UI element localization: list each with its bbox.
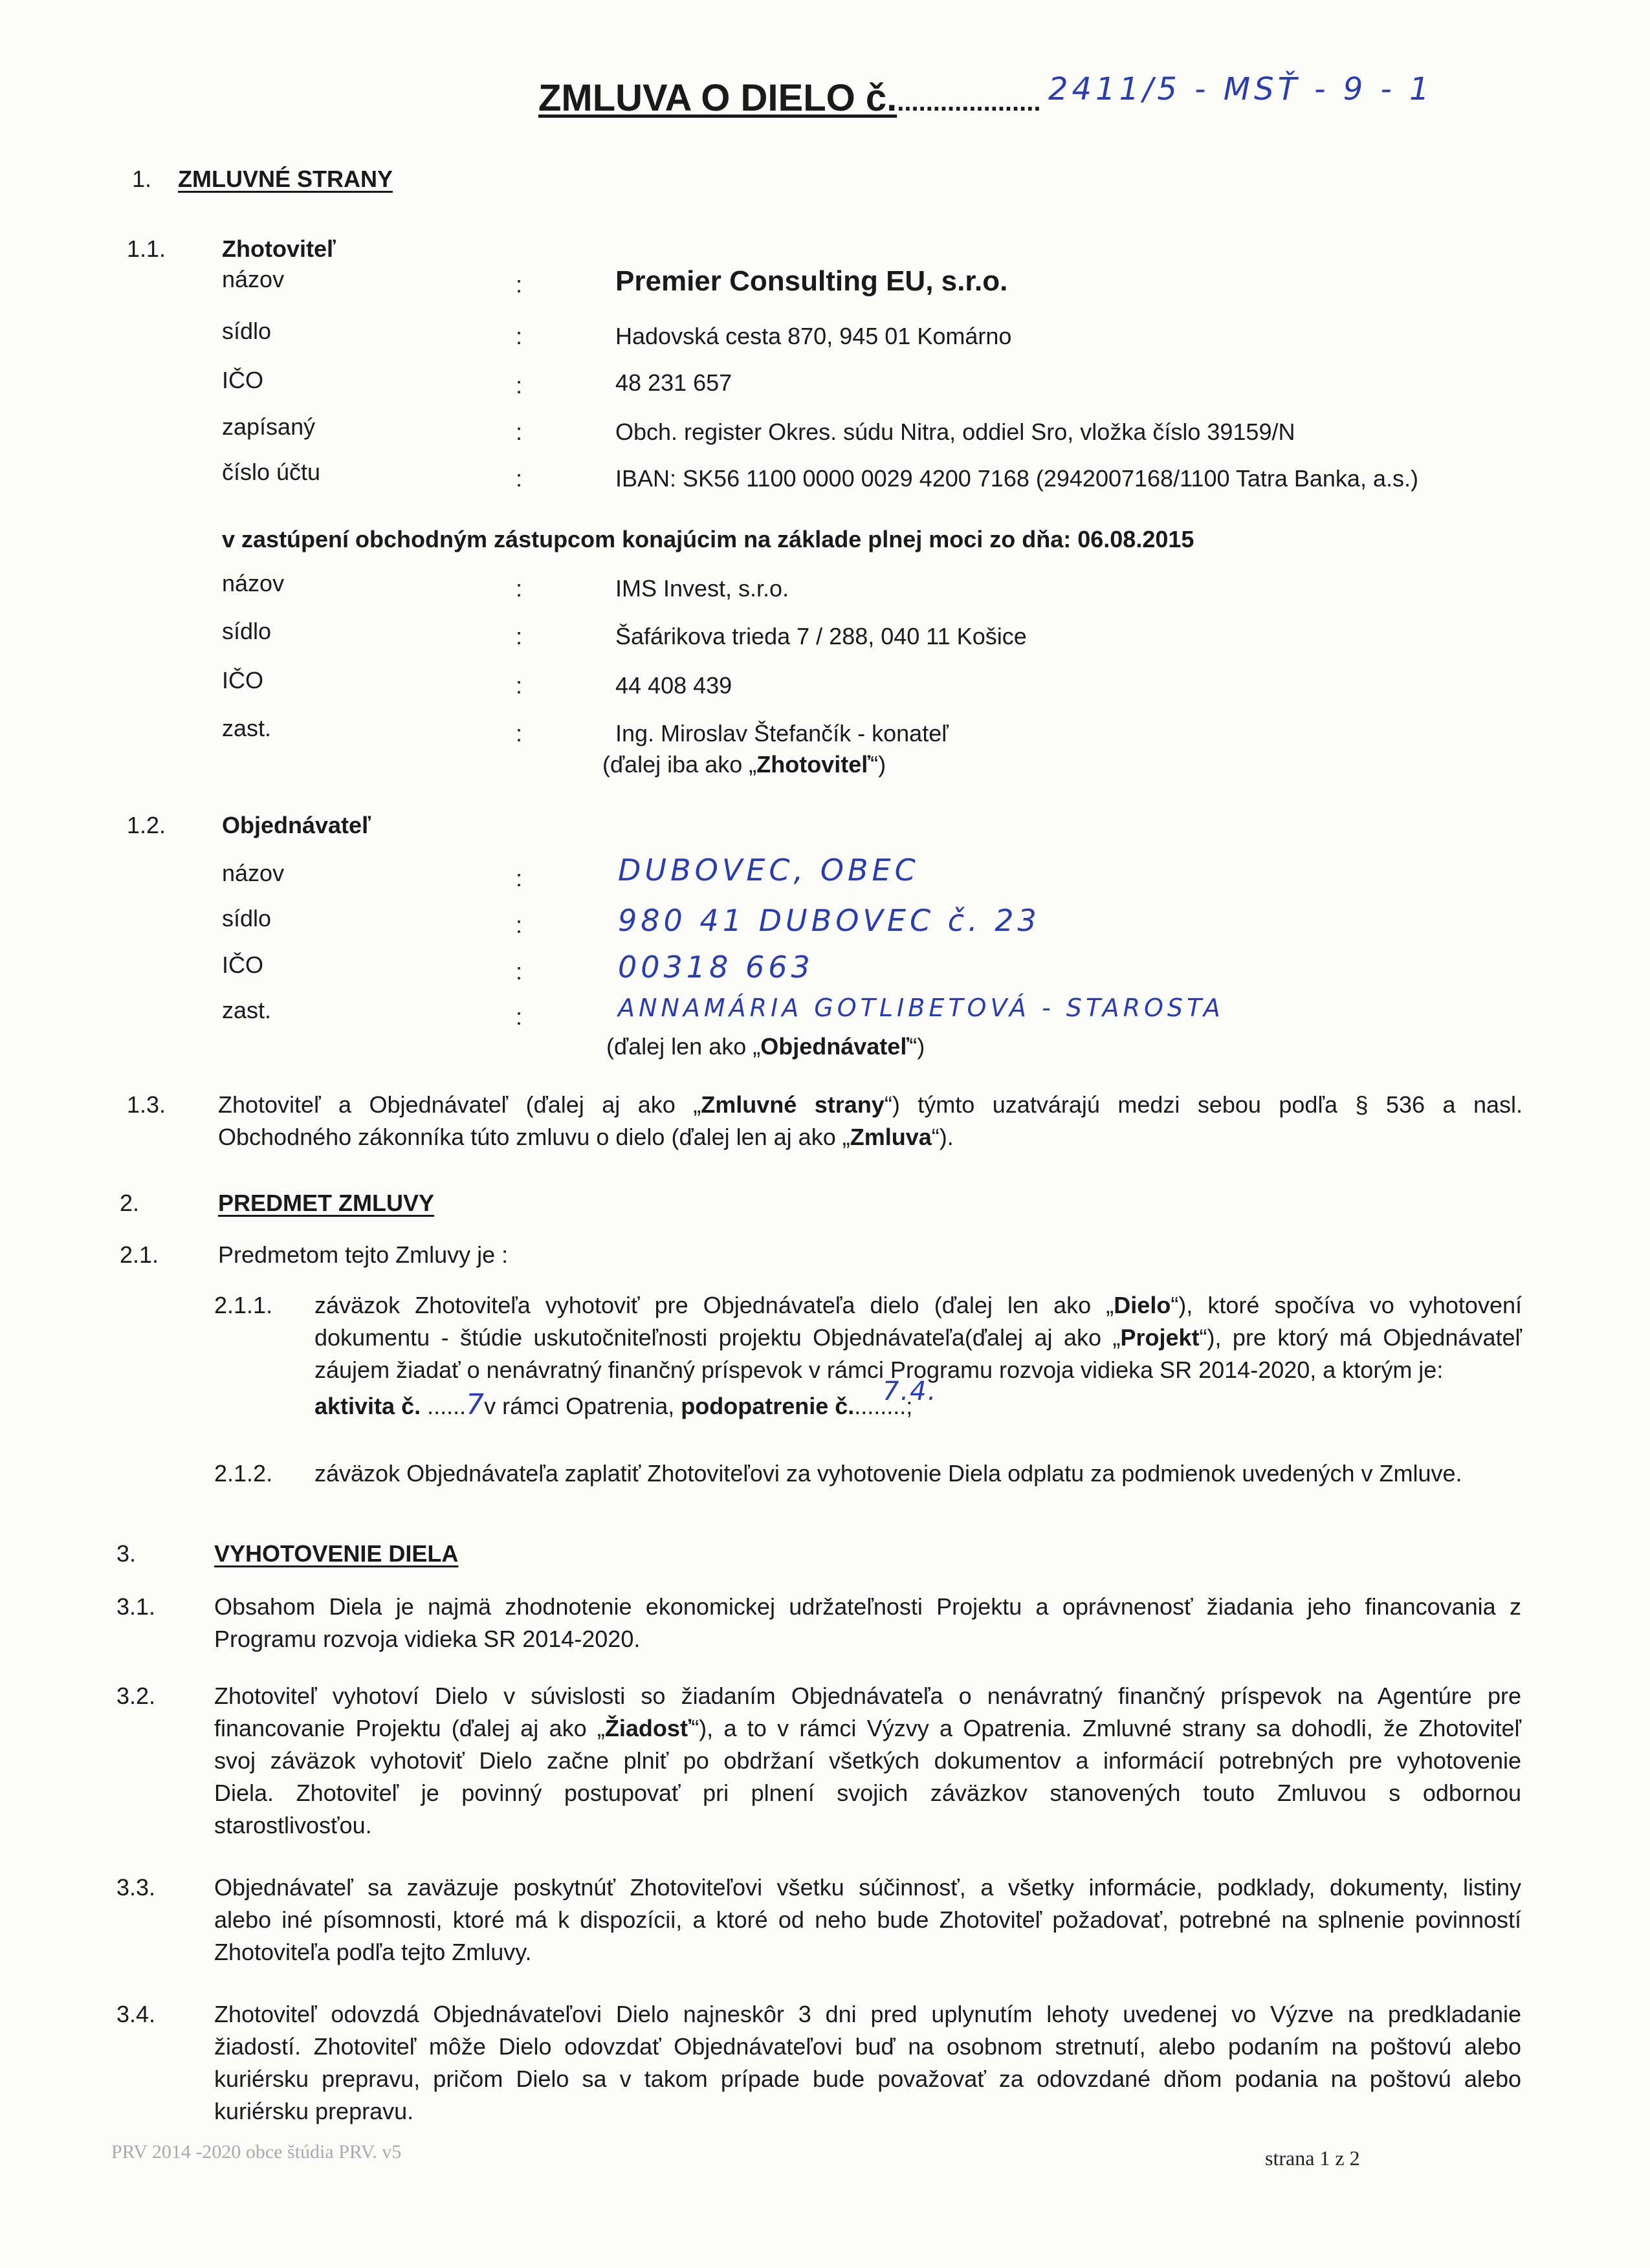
contractor-name-label: názov bbox=[222, 266, 285, 292]
representative-seat-value: Šafárikova trieda 7 / 288, 040 11 Košice bbox=[615, 623, 1027, 649]
colon: : bbox=[516, 372, 523, 398]
item-2-1-2-text: záväzok Objednávateľa zaplatiť Zhotoviteľovi za vyhotovenie Diela odplatu za podmienok uvedených v Zmluve. bbox=[314, 1460, 1462, 1487]
client-ico-handwritten: 00318 663 bbox=[618, 950, 814, 985]
subsection-1-1-number: 1.1. bbox=[127, 235, 166, 262]
item-2-1-1-line-4 bbox=[314, 1388, 913, 1421]
representative-ico-label: IČO bbox=[222, 667, 264, 693]
colon: : bbox=[516, 465, 523, 492]
subsection-3-4-line-2: žiadostí. Zhotoviteľ môže Dielo odovzdať Objednávateľovi buď na osobnom stretnutí, alebo podaním na poštovú alebo bbox=[214, 2033, 1521, 2060]
section-3-heading: VYHOTOVENIE DIELA bbox=[214, 1540, 459, 1567]
submeasure-label: podopatrenie č. bbox=[681, 1393, 855, 1419]
subsection-3-2-line-1: Zhotoviteľ vyhotoví Dielo v súvislosti so žiadaním Objednávateľa o nenávratný finančný príspevok na Agentúre pre bbox=[214, 1683, 1521, 1709]
subsection-1-2-number: 1.2. bbox=[127, 812, 166, 838]
title-dots: .................... bbox=[897, 88, 1041, 116]
representative-agent-label: zast. bbox=[222, 715, 272, 741]
colon: : bbox=[516, 575, 523, 602]
contractor-seat-value: Hadovská cesta 870, 945 01 Komárno bbox=[615, 323, 1012, 349]
item-2-1-1-number: 2.1.1. bbox=[214, 1292, 273, 1318]
representative-ico-value: 44 408 439 bbox=[615, 672, 732, 699]
contractor-seat-label: sídlo bbox=[222, 318, 272, 344]
client-name-handwritten: DUBOVEC, OBEC bbox=[618, 853, 919, 888]
contractor-register-label: zapísaný bbox=[222, 413, 316, 440]
contractor-account-value: IBAN: SK56 1100 0000 0029 4200 7168 (2942007168/1100 Tatra Banka, a.s.) bbox=[615, 465, 1418, 492]
subsection-3-3-line-1: Objednávateľ sa zaväzuje poskytnúť Zhotoviteľovi všetku súčinnosť, a všetky informácie, podklady, dokumenty, listiny bbox=[214, 1874, 1521, 1901]
contractor-register-value: Obch. register Okres. súdu Nitra, oddiel Sro, vložka číslo 39159/N bbox=[615, 419, 1295, 445]
section-1-number: 1. bbox=[132, 166, 152, 192]
item-2-1-1-line-3: záujem žiadať o nenávratný finančný príspevok v rámci Programu rozvoja vidieka SR 2014-2020, a ktorým je: bbox=[314, 1357, 1444, 1383]
activity-dots: ...... bbox=[427, 1393, 467, 1419]
item-2-1-1-line-1: záväzok Zhotoviteľa vyhotoviť pre Objednávateľa dielo (ďalej len ako „Dielo“), ktoré spočíva vo vyhotovení bbox=[314, 1292, 1523, 1318]
subsection-3-3-line-3: Zhotoviteľa podľa tejto Zmluvy. bbox=[214, 1939, 532, 1965]
contractor-ico-label: IČO bbox=[222, 367, 264, 393]
subsection-3-2-number: 3.2. bbox=[116, 1683, 156, 1709]
representative-agent-value: Ing. Miroslav Štefančík - konateľ bbox=[615, 720, 949, 747]
title-text: ZMLUVA O DIELO č. bbox=[538, 77, 897, 119]
client-heading: Objednávateľ bbox=[222, 812, 371, 838]
colon: : bbox=[516, 720, 523, 747]
subsection-3-4-number: 3.4. bbox=[116, 2001, 156, 2027]
contractor-ico-value: 48 231 657 bbox=[615, 369, 732, 396]
section-2-number: 2. bbox=[120, 1190, 140, 1216]
representation-statement: v zastúpení obchodným zástupcom konajúcim na základe plnej moci zo dňa: 06.08.2015 bbox=[222, 526, 1194, 552]
contractor-account-label: číslo účtu bbox=[222, 459, 321, 485]
subsection-3-1-line-1: Obsahom Diela je najmä zhodnotenie ekonomickej udržateľnosti Projektu a oprávnenosť žiadania jeho financovania z bbox=[214, 1593, 1521, 1620]
colon: : bbox=[516, 623, 523, 649]
parties-line-2: Obchodného zákonníka túto zmluvu o dielo (ďalej len aj ako „Zmluva“). bbox=[218, 1124, 954, 1150]
client-seat-handwritten: 980 41 DUBOVEC č. 23 bbox=[618, 903, 1040, 938]
colon: : bbox=[516, 419, 523, 445]
subsection-3-2-line-2: financovanie Projektu (ďalej aj ako „Žiadosť“), a to v rámci Výzvy a Opatrenia. Zmluvné strany sa dohodli, že Zhotoviteľ bbox=[214, 1715, 1521, 1741]
subsection-1-3-number: 1.3. bbox=[127, 1091, 166, 1118]
subsection-3-2-line-4: Diela. Zhotoviteľ je povinný postupovať pri plnení svojich záväzkov stanovených touto Zmluvou s odbornou bbox=[214, 1780, 1521, 1806]
subsection-3-4-line-3: kuriérsku prepravu, pričom Dielo sa v takom prípade bude považovať za odovzdané dňom podania na poštovú alebo bbox=[214, 2066, 1521, 2092]
client-ico-label: IČO bbox=[222, 952, 264, 978]
subsection-3-1-number: 3.1. bbox=[116, 1593, 156, 1620]
colon: : bbox=[516, 323, 523, 349]
subsection-3-2-line-3: svoj záväzok vyhotoviť Dielo začne plniť po obdržaní všetkých dokumentov a informácií potrebných pre vyhotovenie bbox=[214, 1747, 1521, 1774]
item-2-1-2-number: 2.1.2. bbox=[214, 1460, 273, 1487]
parties-line-1: Zhotoviteľ a Objednávateľ (ďalej aj ako „Zmluvné strany“) týmto uzatvárajú medzi sebou podľa § 536 a nasl. bbox=[218, 1091, 1523, 1118]
representative-seat-label: sídlo bbox=[222, 618, 272, 644]
subsection-3-4-line-1: Zhotoviteľ odovzdá Objednávateľovi Dielo najneskôr 3 dni pred uplynutím lehoty uvedenej vo Výzve na predkladanie bbox=[214, 2001, 1521, 2027]
subsection-3-4-line-4: kuriérsku prepravu. bbox=[214, 2098, 414, 2124]
colon: : bbox=[516, 958, 523, 985]
section-3-number: 3. bbox=[116, 1540, 137, 1567]
submeasure-number-handwritten: 7.4. bbox=[883, 1377, 938, 1406]
representative-name-value: IMS Invest, s.r.o. bbox=[615, 575, 789, 602]
representative-name-label: názov bbox=[222, 570, 285, 596]
subsection-2-1-number: 2.1. bbox=[120, 1241, 159, 1268]
client-alias: (ďalej len ako „Objednávateľ“) bbox=[606, 1033, 925, 1060]
subsection-3-2-line-5: starostlivosťou. bbox=[214, 1812, 372, 1838]
contractor-name-value: Premier Consulting EU, s.r.o. bbox=[615, 265, 1008, 297]
subsection-2-1-text: Predmetom tejto Zmluvy je : bbox=[218, 1241, 509, 1268]
submeasure-dots: ........; bbox=[854, 1393, 913, 1419]
contractor-heading: Zhotoviteľ bbox=[222, 235, 336, 262]
colon: : bbox=[516, 672, 523, 699]
client-seat-label: sídlo bbox=[222, 905, 272, 932]
footer-page-number: strana 1 z 2 bbox=[1265, 2146, 1360, 2170]
activity-label: aktivita č. bbox=[314, 1393, 421, 1419]
colon: : bbox=[516, 911, 523, 938]
subsection-3-3-number: 3.3. bbox=[116, 1874, 156, 1901]
item-2-1-1-line-2: dokumentu - štúdie uskutočniteľnosti projektu Objednávateľa(ďalej aj ako „Projekt“), pre ktorý má Objednávateľ bbox=[314, 1324, 1522, 1351]
subsection-3-3-line-2: alebo iné písomnosti, ktoré má k dispozícii, a ktoré od neho bude Zhotoviteľ požadovať, potrebné na splnenie povinností bbox=[214, 1906, 1521, 1933]
measure-text: v rámci Opatrenia, bbox=[484, 1393, 675, 1419]
client-agent-handwritten: ANNAMÁRIA GOTLIBETOVÁ - STAROSTA bbox=[618, 994, 1224, 1022]
client-agent-label: zast. bbox=[222, 997, 272, 1023]
section-1-heading: ZMLUVNÉ STRANY bbox=[178, 166, 393, 192]
colon: : bbox=[516, 271, 523, 298]
contractor-alias: (ďalej iba ako „Zhotoviteľ“) bbox=[602, 751, 886, 778]
activity-number-handwritten: 7 bbox=[466, 1388, 485, 1421]
colon: : bbox=[516, 1003, 523, 1030]
contract-number-handwritten: 2411/5 - MSŤ - 9 - 1 bbox=[1048, 71, 1433, 107]
colon: : bbox=[516, 865, 523, 891]
section-2-heading: PREDMET ZMLUVY bbox=[218, 1190, 435, 1216]
footer-document-code: PRV 2014 -2020 obce štúdia PRV. v5 bbox=[111, 2141, 402, 2163]
document-title bbox=[538, 76, 1041, 120]
client-name-label: názov bbox=[222, 860, 285, 886]
subsection-3-1-line-2: Programu rozvoja vidieka SR 2014-2020. bbox=[214, 1626, 641, 1652]
